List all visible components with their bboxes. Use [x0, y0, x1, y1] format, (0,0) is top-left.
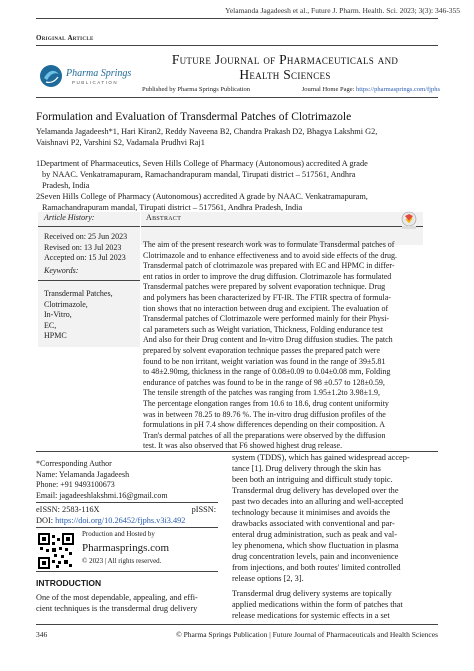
abstract-line: The percentage elongation ranges from 10.6 to 18.6, drug content uniformity	[143, 398, 389, 408]
body-line: release medications for systemic effects in a set	[232, 611, 390, 620]
publisher-logo	[38, 62, 138, 90]
affiliation-2-line-2: Ramachandrapuram mandal, Tirupati district – 517561, Andhra Pradesh, India	[42, 203, 303, 212]
intro-line: One of the most dependable, appealing, and effi-	[36, 593, 198, 602]
abstract-line: ent ratios in order to improve the drug diffusion. Clotrimazole has formulated	[143, 271, 392, 281]
keyword-list	[44, 289, 113, 342]
side-rule-1	[38, 226, 140, 227]
abstract-body	[143, 240, 423, 452]
logo-emblem-icon	[38, 62, 138, 90]
revised-date: Revised on: 13 Jul 2023	[44, 242, 122, 252]
page-number: 346	[36, 630, 48, 639]
article-type: Original Article	[36, 34, 94, 42]
abstract-line: and polymers has been characterized by FT-IR. The FTIR spectra of formula-	[143, 292, 391, 302]
accepted-date: Accepted on: 15 Jul 2023	[44, 253, 126, 263]
production-label: Production and Hosted by	[82, 530, 155, 538]
qr-code	[38, 533, 74, 569]
abstract-line: endurance of patches was found to be in the range of 98 ±0.57 to 128±0.59,	[143, 377, 385, 387]
svg-text:Pharma Springs: Pharma Springs	[66, 68, 132, 79]
body-line: release options [2, 3].	[232, 574, 304, 583]
footer-text: © Pharma Springs Publication | Future Journal of Pharmaceuticals and Health Sciences	[176, 630, 438, 639]
header-rule	[36, 18, 438, 19]
affiliation-1-line-1: 1Department of Pharmaceutics, Seven Hills College of Pharmacy (Autonomous) accredited A grade	[36, 159, 368, 168]
title-rule	[36, 97, 438, 98]
body-line: enteral drug administration, such as peak and val-	[232, 530, 397, 539]
body-line: Transdermal drug delivery systems are topically	[232, 589, 392, 598]
affiliation-2-line-1: 2Seven Hills College of Pharmacy (Autonomous) accredited A grade by NAAC. Venkatramapuram,	[36, 192, 368, 201]
affiliations	[36, 158, 446, 213]
body-line: drug concentration levels, pain and inconvenience	[232, 552, 399, 561]
corr-email: Email: jagadeeshlakshmi.16@gmail.com	[36, 490, 168, 500]
body-line: ley phenomena, which show fluctuation in plasma	[232, 541, 399, 550]
doi-label: DOI:	[36, 516, 56, 525]
received-date: Received on: 25 Jun 2023	[44, 232, 128, 241]
abstract-line: Transdermal patches of Clotrimazole were performed mainly for their Physi-	[143, 314, 390, 324]
affiliation-1-line-3: Pradesh, India	[42, 181, 90, 190]
published-by: Published by Pharma Springs Publication	[142, 86, 250, 93]
body-line: from injections, and both routes' limited controlled	[232, 563, 401, 572]
authors-line-1: Yelamanda Jagadeesh*1, Hari Kiran2, Reddy Naveena B2, Chandra Prakash D2, Bhagya Lakshmi G2,	[36, 127, 378, 136]
abstract-label: Abstract	[146, 213, 182, 222]
abstract-line: tion shows that no interaction between drug and excipient. The evaluation of	[143, 303, 389, 313]
keyword-item: Transdermal Patches,	[44, 289, 113, 298]
intro-heading: INTRODUCTION	[36, 578, 102, 588]
abstract-line: found to be non irritant, weight variation was found in the range of 39±5.81	[143, 356, 386, 366]
check-for-updates-icon[interactable]	[398, 209, 420, 231]
abstract-line: The aim of the present research work was to formulate Transdermal patches of	[143, 240, 395, 249]
running-header: Yelamanda Jagadeesh et al., Future J. Pharm. Health. Sci. 2023; 3(3): 346-355	[225, 6, 460, 15]
abstract-line: cal parameters such as Weight variation, Thickness, Folding endurance test	[143, 324, 384, 334]
keywords-label: Keywords:	[44, 266, 79, 275]
eissn: eISSN: 2583-116X	[36, 505, 100, 514]
intro-rule	[36, 571, 218, 572]
body-line: tance [1]. Drug delivery through the skin has	[232, 464, 381, 473]
paper-title: Formulation and Evaluation of Transdermal Patches of Clotrimazole	[36, 111, 352, 123]
homepage-label: Journal Home Page:	[301, 86, 357, 93]
abstract-line: Tran's dermal patches of all the preparations were observed by the diffusion	[143, 430, 386, 440]
affiliation-1-line-2: by NAAC. Venkatramapuram, Ramachandrapuram mandal, Tirupati district – 517561, Andhra	[42, 170, 356, 179]
doi-rule	[36, 527, 218, 528]
body-line: system (TDDS), which has gained widespread accep-	[232, 453, 410, 462]
publisher-site[interactable]: Pharmasprings.com	[82, 542, 170, 554]
corr-name: Name: Yelamanda Jagadeesh	[36, 469, 130, 479]
abstract-line: Clotrimazole and to enhance effectiveness and to avoid side effects of the drug.	[143, 250, 398, 260]
body-line: drawbacks associated with conventional and par-	[232, 519, 395, 528]
homepage	[302, 86, 440, 93]
keyword-item: Clotrimazole,	[44, 299, 88, 309]
abstract-line: test. It was also observed that F6 showed highest drug release.	[143, 441, 343, 451]
body-line: past two decades into an alluring and well-accepted	[232, 497, 404, 506]
issn-rule	[36, 502, 218, 503]
issn-block	[36, 505, 216, 525]
journal-title-line-2: Health Sciences	[239, 67, 331, 82]
authors-line-2: Vaishnavi P2, Varshini S2, Vadamala Prudhvi Raj1	[36, 138, 205, 147]
side-rule-2	[38, 280, 140, 281]
abstract-line: Transdermal patches were prepared by solvent evaporation technique. Drug	[143, 282, 386, 292]
footer-rule	[36, 624, 438, 625]
abstract-line: to 48±2.90mg, thickness in the range of 0.08±0.09 to 0.04±0.08 mm, Folding	[143, 367, 391, 377]
author-list	[36, 126, 446, 148]
copyright: © 2023 | All rights reserved.	[82, 557, 162, 565]
abstract-line: was in between 78.25 to 89.76 %. The in-vitro drug diffusion profiles of the	[143, 409, 386, 419]
article-history-label: Article History:	[44, 213, 95, 222]
body-line: applied medications within the form of patches that	[232, 600, 403, 609]
pissn: pISSN:	[191, 505, 216, 514]
intro-paragraph	[36, 592, 216, 614]
keyword-item: HPMC	[44, 331, 67, 341]
corr-phone: Phone: +91 9493100673	[36, 480, 115, 490]
intro-line: cient techniques is the transdermal drug delivery	[36, 604, 198, 613]
corr-label: *Corresponding Author	[36, 459, 112, 468]
abstract-line: prepared by solvent evaporation technique passes the prepared patch were	[143, 345, 381, 355]
homepage-link[interactable]: https://pharmasprings.com/fjphs	[356, 86, 440, 93]
keyword-item: In-Vitro,	[44, 310, 72, 320]
abstract-line: And also for their Drug content and In-vitro Drug diffusion studies. The patch	[143, 335, 393, 345]
abstract-line: The tensile strength of the patches was ranging from 1.95±1.2to 3.98±1.9,	[143, 388, 380, 398]
abstract-rule	[141, 226, 423, 227]
abstract-line: formulations in pH 7.4 show differences depending on their composition. A	[143, 420, 386, 430]
body-line: technology because it minimises and avoids the	[232, 508, 391, 517]
doi-link[interactable]: https://doi.org/10.26452/fjphs.v3i3.492	[55, 516, 186, 525]
journal-title	[150, 52, 420, 82]
abstract-line: Transdermal patch of clotrimazole was prepared with EC and HPMC in differ-	[143, 261, 395, 271]
journal-title-line-1: Future Journal of Pharmaceuticals and	[171, 52, 399, 67]
right-column-paragraph	[232, 452, 426, 584]
header-rule-2	[36, 45, 438, 46]
body-line: been both an intriguing and difficult study topic.	[232, 475, 393, 484]
corresponding-author	[36, 459, 216, 501]
right-column-paragraph-2	[232, 588, 426, 621]
svg-text:PUBLICATION: PUBLICATION	[72, 80, 119, 85]
body-line: Transdermal drug delivery has developed over the	[232, 486, 399, 495]
article-dates	[44, 232, 127, 264]
keyword-item: EC,	[44, 320, 57, 330]
